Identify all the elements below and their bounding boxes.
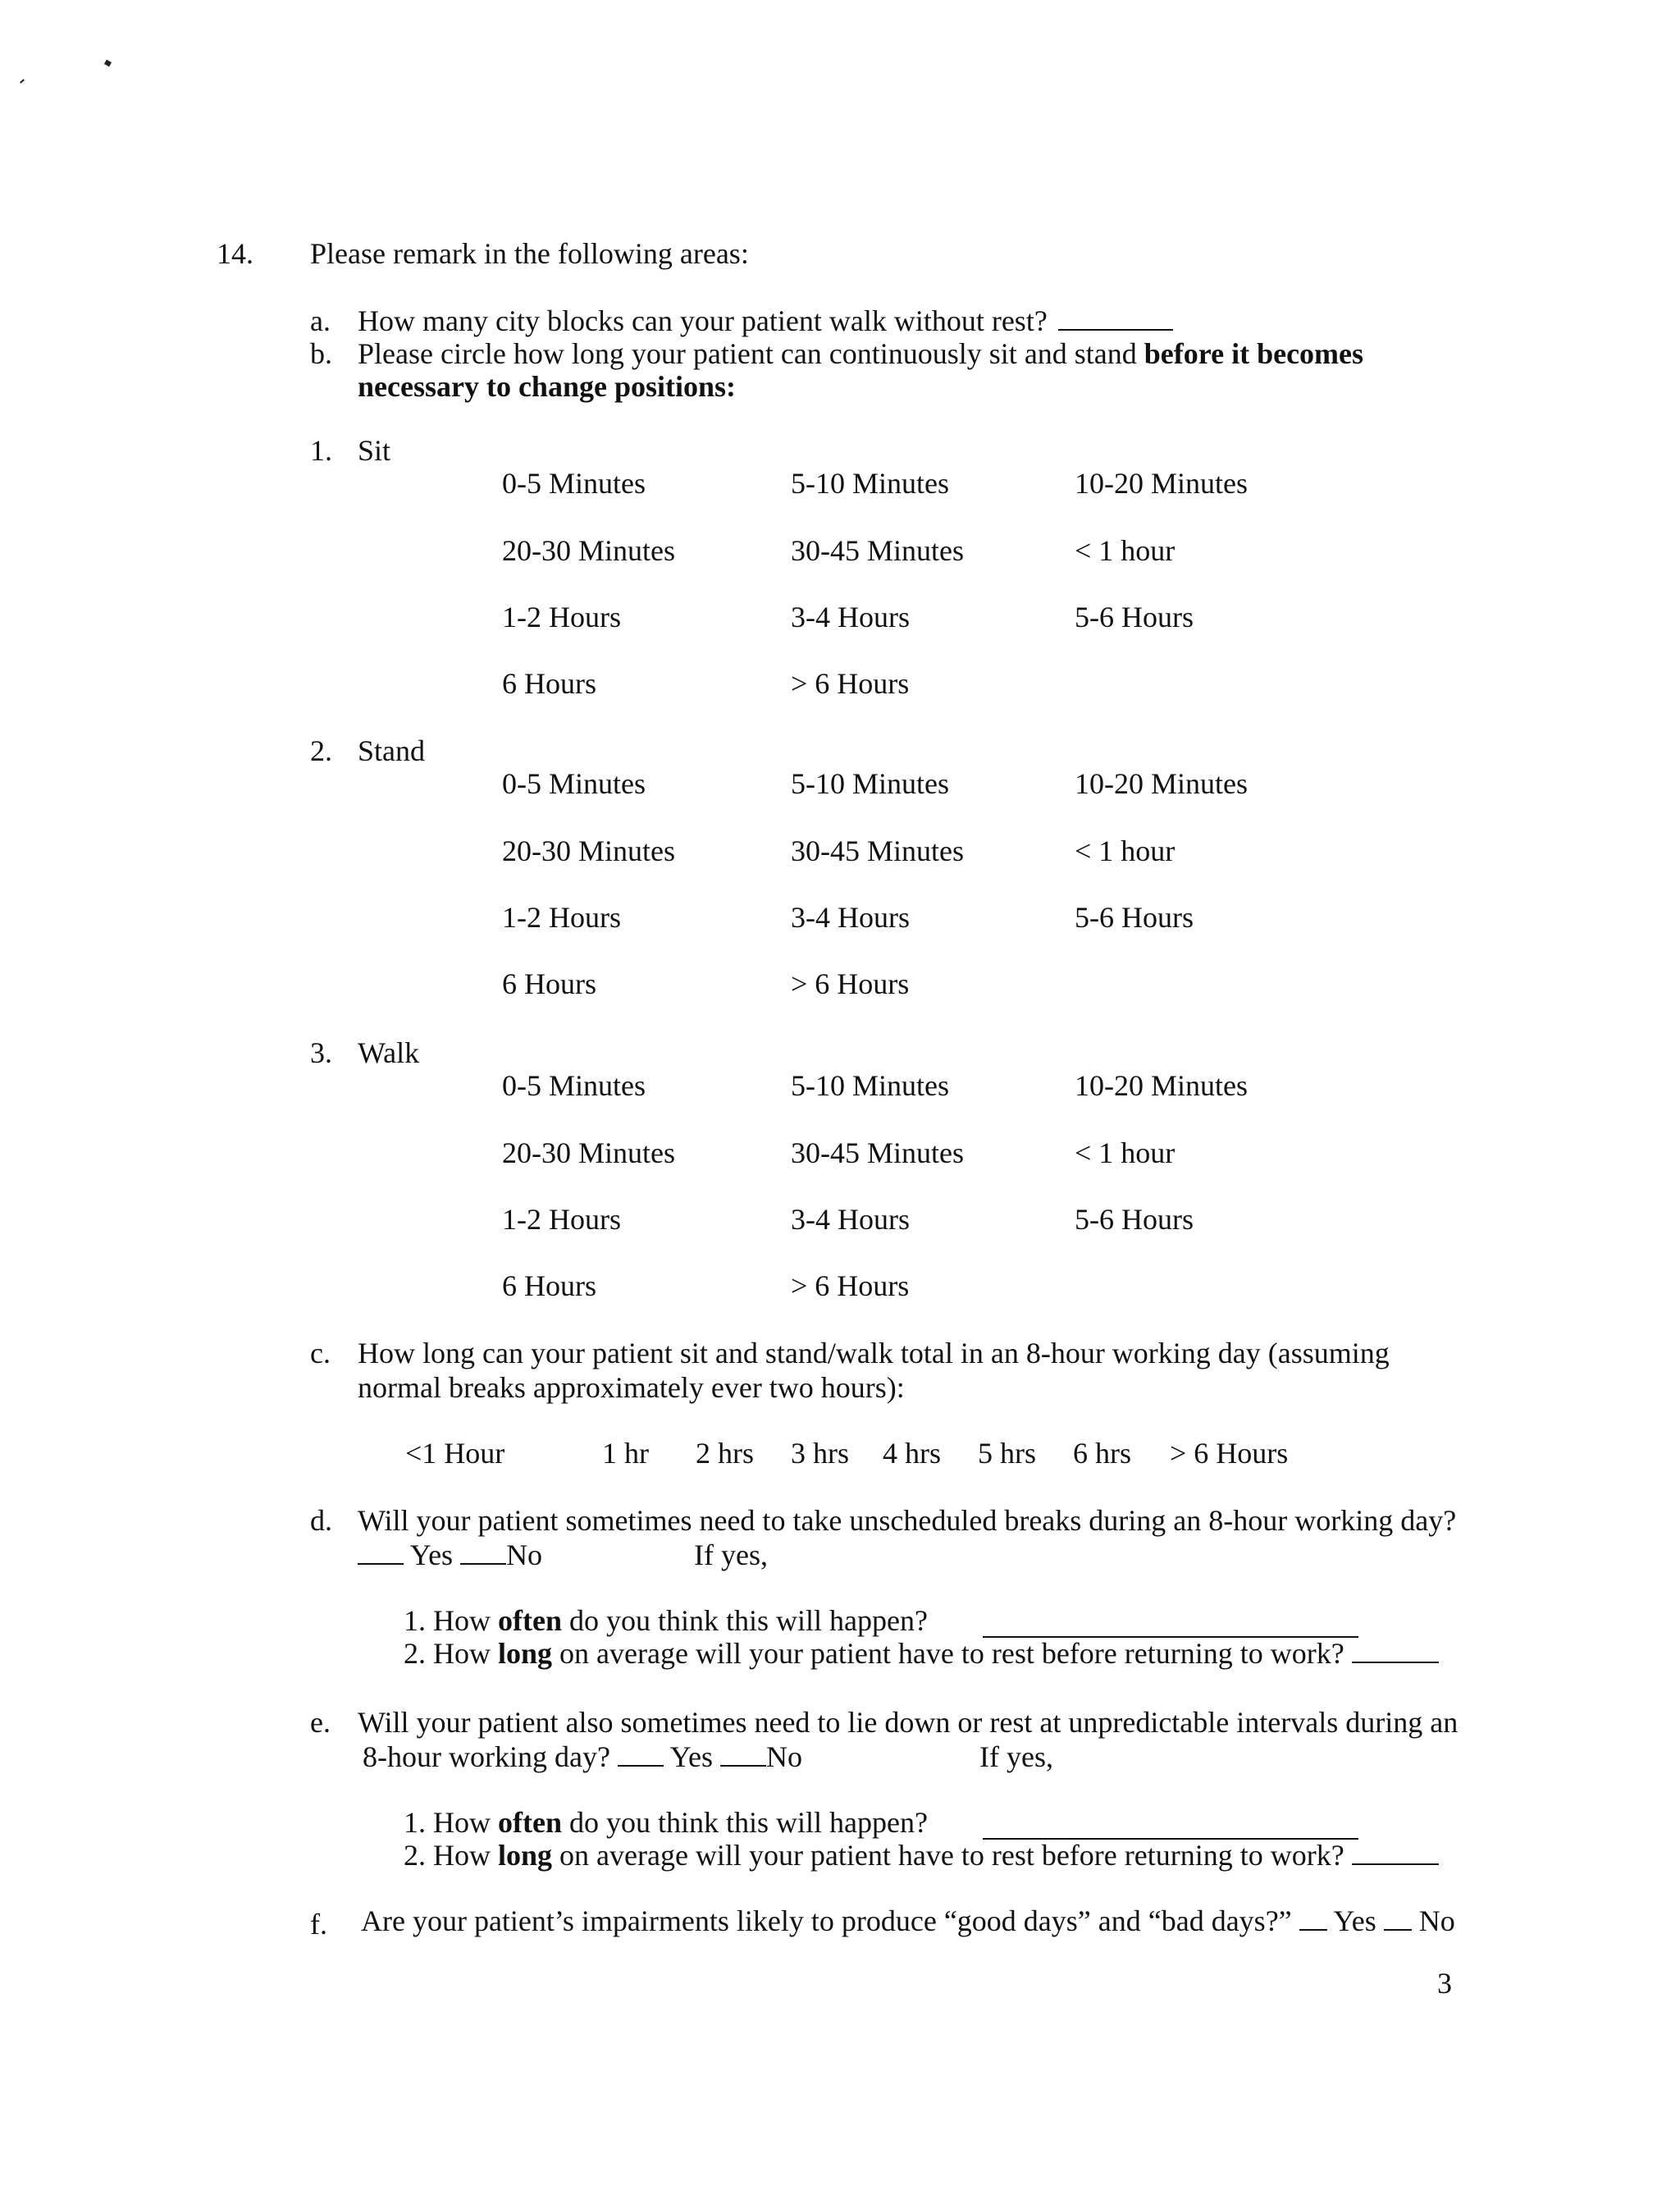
- d-sub2-pre: 2. How: [404, 1637, 498, 1670]
- duration-option[interactable]: 10-20 Minutes: [1075, 767, 1248, 800]
- hours-option[interactable]: 3 hrs: [791, 1437, 849, 1470]
- d-sub1: [404, 1603, 928, 1639]
- hours-option[interactable]: 5 hrs: [978, 1437, 1036, 1470]
- f-yes-blank[interactable]: [1299, 1929, 1327, 1931]
- duration-option[interactable]: 1-2 Hours: [502, 601, 621, 633]
- hours-option[interactable]: 6 hrs: [1073, 1437, 1131, 1470]
- duration-option[interactable]: > 6 Hours: [791, 667, 910, 700]
- duration-option[interactable]: 3-4 Hours: [791, 1203, 910, 1236]
- question-heading: Please remark in the following areas:: [310, 237, 749, 270]
- duration-option[interactable]: 30-45 Minutes: [791, 1136, 964, 1169]
- duration-option[interactable]: 6 Hours: [502, 1269, 596, 1302]
- item-c-line2: normal breaks approximately ever two hours):: [358, 1371, 905, 1404]
- city-blocks-blank[interactable]: [1058, 329, 1173, 331]
- d-sub2-post: on average will your patient have to rest before returning to work?: [552, 1637, 1344, 1670]
- d-long-blank[interactable]: [1352, 1662, 1439, 1663]
- duration-option[interactable]: 0-5 Minutes: [502, 1069, 646, 1102]
- duration-option[interactable]: 10-20 Minutes: [1075, 467, 1248, 500]
- duration-option[interactable]: 10-20 Minutes: [1075, 1069, 1248, 1102]
- item-f-text: Are your patient’s impairments likely to produce “good days” and “bad days?”: [361, 1904, 1292, 1937]
- duration-option[interactable]: 6 Hours: [502, 967, 596, 1000]
- question-number: 14.: [217, 237, 253, 270]
- item-a-question: How many city blocks can your patient walk without rest?: [358, 304, 1048, 337]
- item-d-line1: Will your patient sometimes need to take unscheduled breaks during an 8-hour working day?: [358, 1504, 1457, 1537]
- duration-option[interactable]: 5-6 Hours: [1075, 601, 1194, 633]
- duration-option[interactable]: 3-4 Hours: [791, 901, 910, 934]
- item-letter-e: e.: [310, 1706, 331, 1739]
- duration-option[interactable]: < 1 hour: [1075, 1136, 1176, 1169]
- scan-mark: [20, 79, 25, 83]
- duration-option[interactable]: 5-10 Minutes: [791, 1069, 949, 1102]
- e-line2-text: 8-hour working day?: [363, 1740, 610, 1773]
- d-sub2-bold: long: [498, 1637, 553, 1670]
- item-d-line2: [358, 1538, 542, 1573]
- e-yes-label: Yes: [669, 1740, 713, 1773]
- duration-option[interactable]: < 1 hour: [1075, 534, 1176, 567]
- e-often-blank[interactable]: [983, 1805, 1358, 1840]
- e-sub2-post: on average will your patient have to rest before returning to work?: [552, 1839, 1344, 1872]
- item-e-line1: Will your patient also sometimes need to lie down or rest at unpredictable intervals during an: [358, 1706, 1459, 1739]
- item-letter-d: d.: [310, 1504, 332, 1537]
- d-no-label: No: [506, 1538, 543, 1571]
- f-no-label: No: [1418, 1904, 1455, 1937]
- duration-option[interactable]: 1-2 Hours: [502, 1203, 621, 1236]
- d-often-blank[interactable]: [983, 1603, 1358, 1638]
- hours-option[interactable]: > 6 Hours: [1170, 1437, 1289, 1470]
- hours-option[interactable]: 2 hrs: [696, 1437, 754, 1470]
- e-no-blank[interactable]: [720, 1765, 766, 1767]
- duration-option[interactable]: 20-30 Minutes: [502, 834, 675, 867]
- e-sub1-pre: 1. How: [404, 1806, 498, 1839]
- item-e-line2: [363, 1740, 802, 1775]
- e-if-yes: If yes,: [979, 1740, 1053, 1773]
- d-if-yes: If yes,: [694, 1538, 768, 1571]
- e-no-label: No: [765, 1740, 802, 1773]
- d-no-blank[interactable]: [460, 1563, 506, 1565]
- hours-option[interactable]: 4 hrs: [883, 1437, 941, 1470]
- duration-option[interactable]: 20-30 Minutes: [502, 1136, 675, 1169]
- f-no-blank[interactable]: [1384, 1929, 1412, 1931]
- d-yes-blank[interactable]: [358, 1563, 404, 1565]
- item-c-line1: How long can your patient sit and stand/walk total in an 8-hour working day (assuming: [358, 1337, 1390, 1369]
- item-b-line1: [358, 336, 1363, 372]
- duration-option[interactable]: 0-5 Minutes: [502, 467, 646, 500]
- duration-option[interactable]: 5-6 Hours: [1075, 1203, 1194, 1236]
- duration-option[interactable]: 3-4 Hours: [791, 601, 910, 633]
- f-yes-label: Yes: [1333, 1904, 1376, 1937]
- hours-option[interactable]: 1 hr: [602, 1437, 649, 1470]
- e-sub1: [404, 1805, 928, 1840]
- duration-option[interactable]: < 1 hour: [1075, 834, 1176, 867]
- d-sub1-post: do you think this will happen?: [561, 1604, 928, 1637]
- item-b-bold: before it becomes: [1144, 337, 1364, 370]
- group-number: 1.: [310, 434, 332, 467]
- item-b-text: Please circle how long your patient can continuously sit and stand: [358, 337, 1144, 370]
- item-letter-f: f.: [310, 1908, 327, 1941]
- e-sub1-post: do you think this will happen?: [561, 1806, 928, 1839]
- d-yes-label: Yes: [409, 1538, 454, 1571]
- scan-mark: [104, 60, 112, 67]
- group-number: 3.: [310, 1036, 332, 1069]
- duration-option[interactable]: 20-30 Minutes: [502, 534, 675, 567]
- duration-option[interactable]: 5-6 Hours: [1075, 901, 1194, 934]
- duration-option[interactable]: 1-2 Hours: [502, 901, 621, 934]
- e-sub2-bold: long: [498, 1839, 553, 1872]
- item-a-text: [358, 304, 1173, 339]
- d-sub2: [404, 1636, 1439, 1671]
- duration-option[interactable]: 30-45 Minutes: [791, 834, 964, 867]
- d-sub1-bold: often: [498, 1604, 562, 1637]
- group-label: Stand: [358, 734, 426, 767]
- d-sub1-pre: 1. How: [404, 1604, 498, 1637]
- duration-option[interactable]: 5-10 Minutes: [791, 467, 949, 500]
- item-letter-a: a.: [310, 304, 331, 337]
- e-sub2-pre: 2. How: [404, 1839, 498, 1872]
- e-long-blank[interactable]: [1352, 1863, 1439, 1865]
- duration-option[interactable]: > 6 Hours: [791, 967, 910, 1000]
- item-b-line2: necessary to change positions:: [358, 370, 736, 403]
- item-letter-c: c.: [310, 1337, 331, 1369]
- duration-option[interactable]: 5-10 Minutes: [791, 767, 949, 800]
- group-number: 2.: [310, 734, 332, 767]
- hours-option[interactable]: <1 Hour: [405, 1437, 505, 1470]
- e-sub2: [404, 1838, 1439, 1873]
- duration-option[interactable]: 30-45 Minutes: [791, 534, 964, 567]
- group-label: Sit: [358, 434, 391, 467]
- item-letter-b: b.: [310, 337, 332, 370]
- duration-option[interactable]: > 6 Hours: [791, 1269, 910, 1302]
- duration-option[interactable]: 0-5 Minutes: [502, 767, 646, 800]
- item-f-line: [361, 1904, 1455, 1939]
- e-yes-blank[interactable]: [618, 1765, 664, 1767]
- page-number: 3: [1437, 1967, 1452, 2000]
- e-sub1-bold: often: [498, 1806, 562, 1839]
- duration-option[interactable]: 6 Hours: [502, 667, 596, 700]
- group-label: Walk: [358, 1036, 420, 1069]
